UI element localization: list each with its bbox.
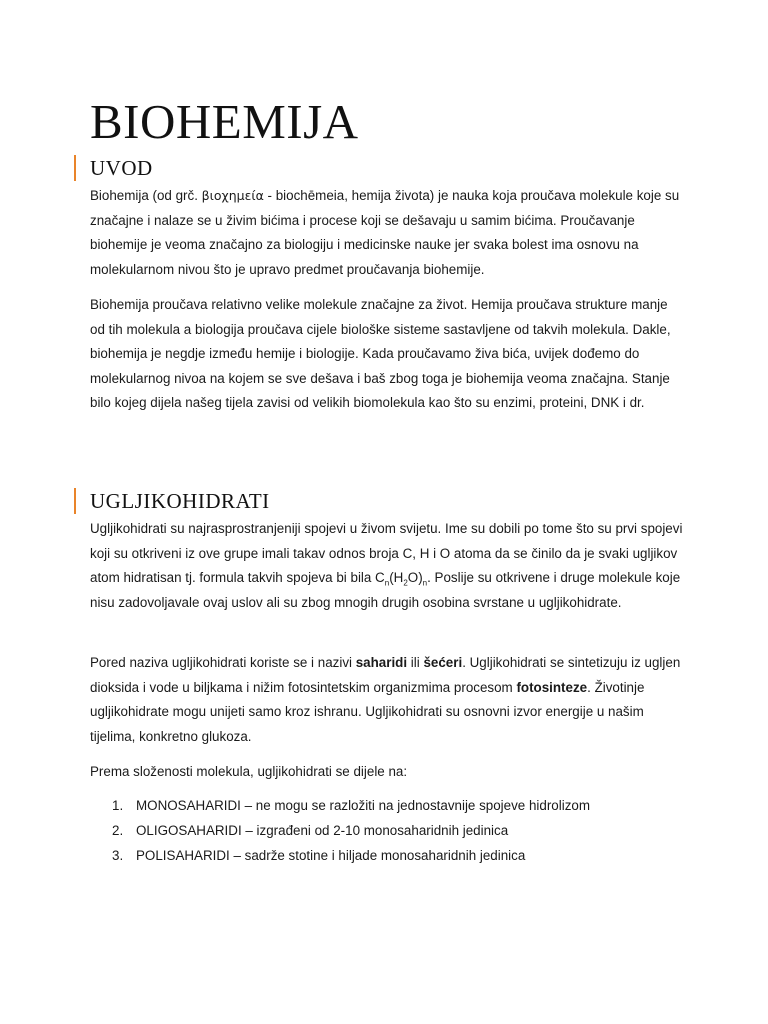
paragraph-ugljikohidrati-1 (90, 517, 685, 615)
text-run: . Životinje ugljikohidrate mogu unijeti samo kroz ishranu. Ugljikohidrati su osnovni izvor energije u našim tijelima, konkretno glukoza. (90, 679, 645, 744)
list-item (90, 843, 590, 868)
bold-term: šećeri (423, 655, 463, 670)
list-number: 3. (112, 848, 124, 863)
list-number: 2. (112, 823, 124, 838)
document-title: BIOHEMIJA (90, 94, 359, 149)
paragraph-uvod-1 (90, 184, 685, 282)
section-accent-bar (74, 488, 76, 514)
text-run: Ugljikohidrati su najrasprostranjeniji spojevi u živom svijetu. Ime su dobili po tome što su prvi spojevi koji su otkriveni iz ove grupe imali takav odnos broja C, H i O atoma da se činilo da je svaki ugljikov atom hidratisan tj. formula takvih spojeva bi bila C (90, 521, 683, 585)
text-run: - biochēmeia, hemija života) je nauka koja proučava molekule koje su značajne i nalaze se u živim bićima i procese koji se dešavaju u samim bićima. Proučavanje biohemije je veoma značajno za biologiju i medicinske nauke jer svaka bolest ima osnovu na molekularnom nivou što je upravo predmet proučavanja biohemije. (90, 188, 680, 277)
section-accent-bar (74, 155, 76, 181)
paragraph-ugljikohidrati-3: Prema složenosti molekula, ugljikohidrati se dijele na: (90, 764, 408, 779)
section-heading-ugljikohidrati (90, 488, 270, 514)
paragraph-uvod-2: Biohemija proučava relativno velike molekule značajne za život. Hemija proučava strukture manje od tih molekula a biologija proučava cijele biološke sisteme sastavljene od takvih molekula. Dakle, biohemija je negdje između hemije i biologije. Kada proučavamo živa bića, uvijek dođemo do molekularnog nivoa na kojem se sve dešava i baš zbog toga je biohemija veoma značajna. Stanje bilo kojeg dijela našeg tijela zavisi od velikih biomolekula kao što su enzimi, proteini, DNK i dr. (90, 297, 671, 410)
text-run: ili (407, 655, 424, 670)
subscript: 2 (403, 578, 408, 588)
greek-term: βιοχημεία (201, 188, 264, 203)
list-item (90, 818, 590, 843)
classification-list (90, 793, 590, 868)
paragraph-ugljikohidrati-2 (90, 651, 685, 749)
list-item-text: POLISAHARIDI – sadrže stotine i hiljade monosaharidnih jedinica (136, 848, 526, 863)
text-run: (H (389, 570, 404, 585)
section-heading-text: UVOD (90, 156, 153, 180)
text-run: O) (407, 570, 423, 585)
text-run: Pored naziva ugljikohidrati koriste se i nazivi (90, 655, 356, 670)
section-heading-uvod (90, 155, 153, 181)
text-run: . Poslije su otkrivene i druge molekule koje nisu zadovoljavale ovaj uslov ali su zbog mnogih drugih osobina svrstane u ugljikohidrate. (90, 570, 681, 610)
subscript: n (422, 578, 428, 588)
text-run: . Ugljikohidrati se sintetizuju iz ugljen dioksida i vode u biljkama i nižim fotosintetskim organizmima procesom (90, 655, 681, 695)
subscript: n (384, 578, 390, 588)
text-run: Biohemija (od grč. (90, 188, 202, 203)
list-number: 1. (112, 798, 124, 813)
list-item (90, 793, 590, 818)
bold-term: saharidi (355, 655, 408, 670)
list-item-text: MONOSAHARIDI – ne mogu se razložiti na jednostavnije spojeve hidrolizom (136, 798, 590, 813)
list-item-text: OLIGOSAHARIDI – izgrađeni od 2-10 monosaharidnih jedinica (136, 823, 509, 838)
bold-term: fotosinteze (516, 679, 588, 695)
section-heading-text: UGLJIKOHIDRATI (90, 489, 270, 513)
